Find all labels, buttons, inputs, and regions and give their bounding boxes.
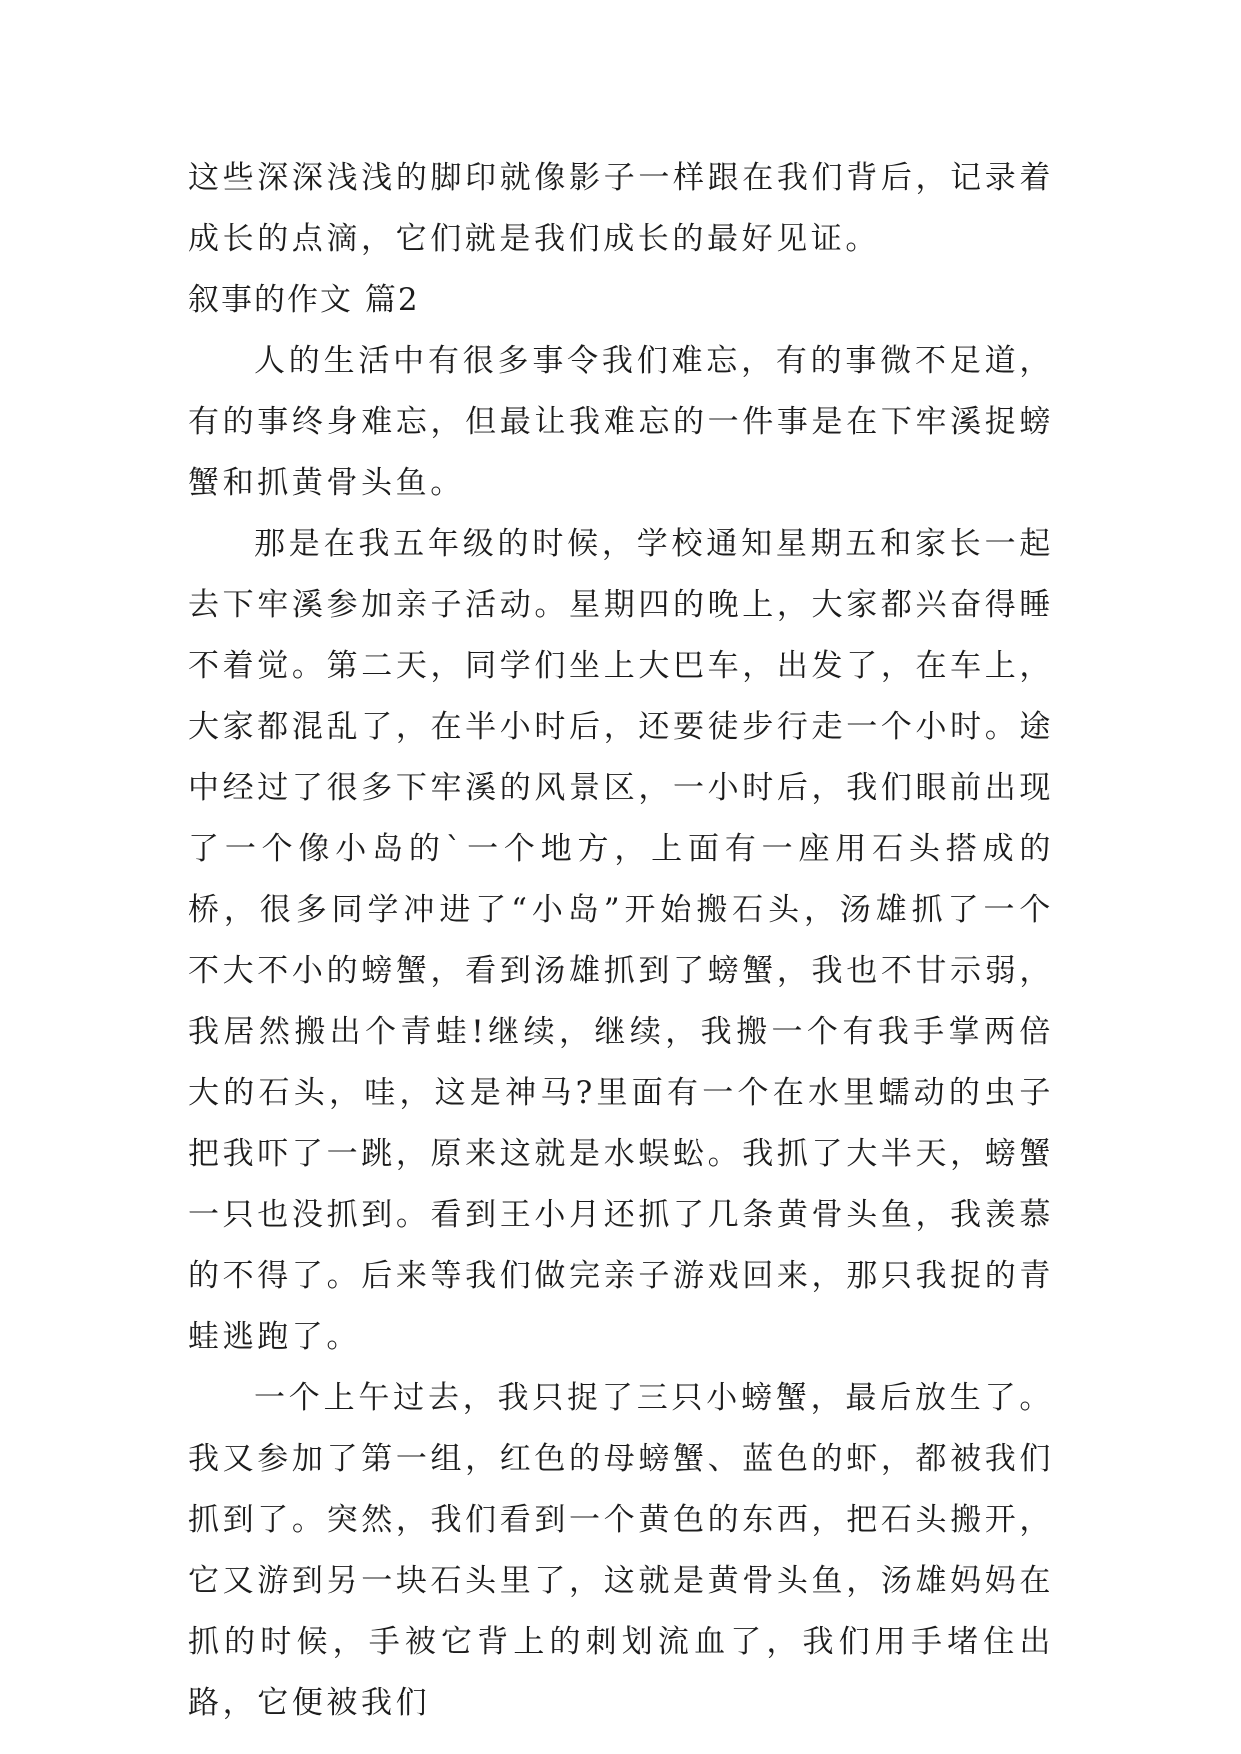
paragraph-continuation: 这些深深浅浅的脚印就像影子一样跟在我们背后，记录着成长的点滴，它们就是我们成长的最好见证。	[188, 160, 1054, 257]
document-body	[188, 148, 1054, 1734]
paragraph: 一个上午过去，我只捉了三只小螃蟹，最后放生了。我又参加了第一组，红色的母螃蟹、蓝色的虾，都被我们抓到了。突然，我们看到一个黄色的东西，把石头搬开，它又游到另一块石头里了，这就是黄骨头鱼，汤雄妈妈在抓的时候，手被它背上的刺划流血了，我们用手堵住出路，它便被我们	[188, 1380, 1054, 1721]
paragraph: 人的生活中有很多事令我们难忘，有的事微不足道，有的事终身难忘，但最让我难忘的一件事是在下牢溪捉螃蟹和抓黄骨头鱼。	[188, 343, 1054, 501]
paragraph: 那是在我五年级的时候，学校通知星期五和家长一起去下牢溪参加亲子活动。星期四的晚上，大家都兴奋得睡不着觉。第二天，同学们坐上大巴车，出发了，在车上，大家都混乱了，在半小时后，还要徒步行走一个小时。途中经过了很多下牢溪的风景区，一小时后，我们眼前出现了一个像小岛的`一个地方，上面有一座用石头搭成的桥，很多同学冲进了“小岛”开始搬石头，汤雄抓了一个不大不小的螃蟹，看到汤雄抓到了螃蟹，我也不甘示弱，我居然搬出个青蛙!继续，继续，我搬一个有我手掌两倍大的石头，哇，这是神马?里面有一个在水里蠕动的虫子把我吓了一跳，原来这就是水蜈蚣。我抓了大半天，螃蟹一只也没抓到。看到王小月还抓了几条黄骨头鱼，我羡慕的不得了。后来等我们做完亲子游戏回来，那只我捉的青蛙逃跑了。	[188, 526, 1054, 1355]
section-heading: 叙事的作文 篇2	[188, 282, 420, 318]
